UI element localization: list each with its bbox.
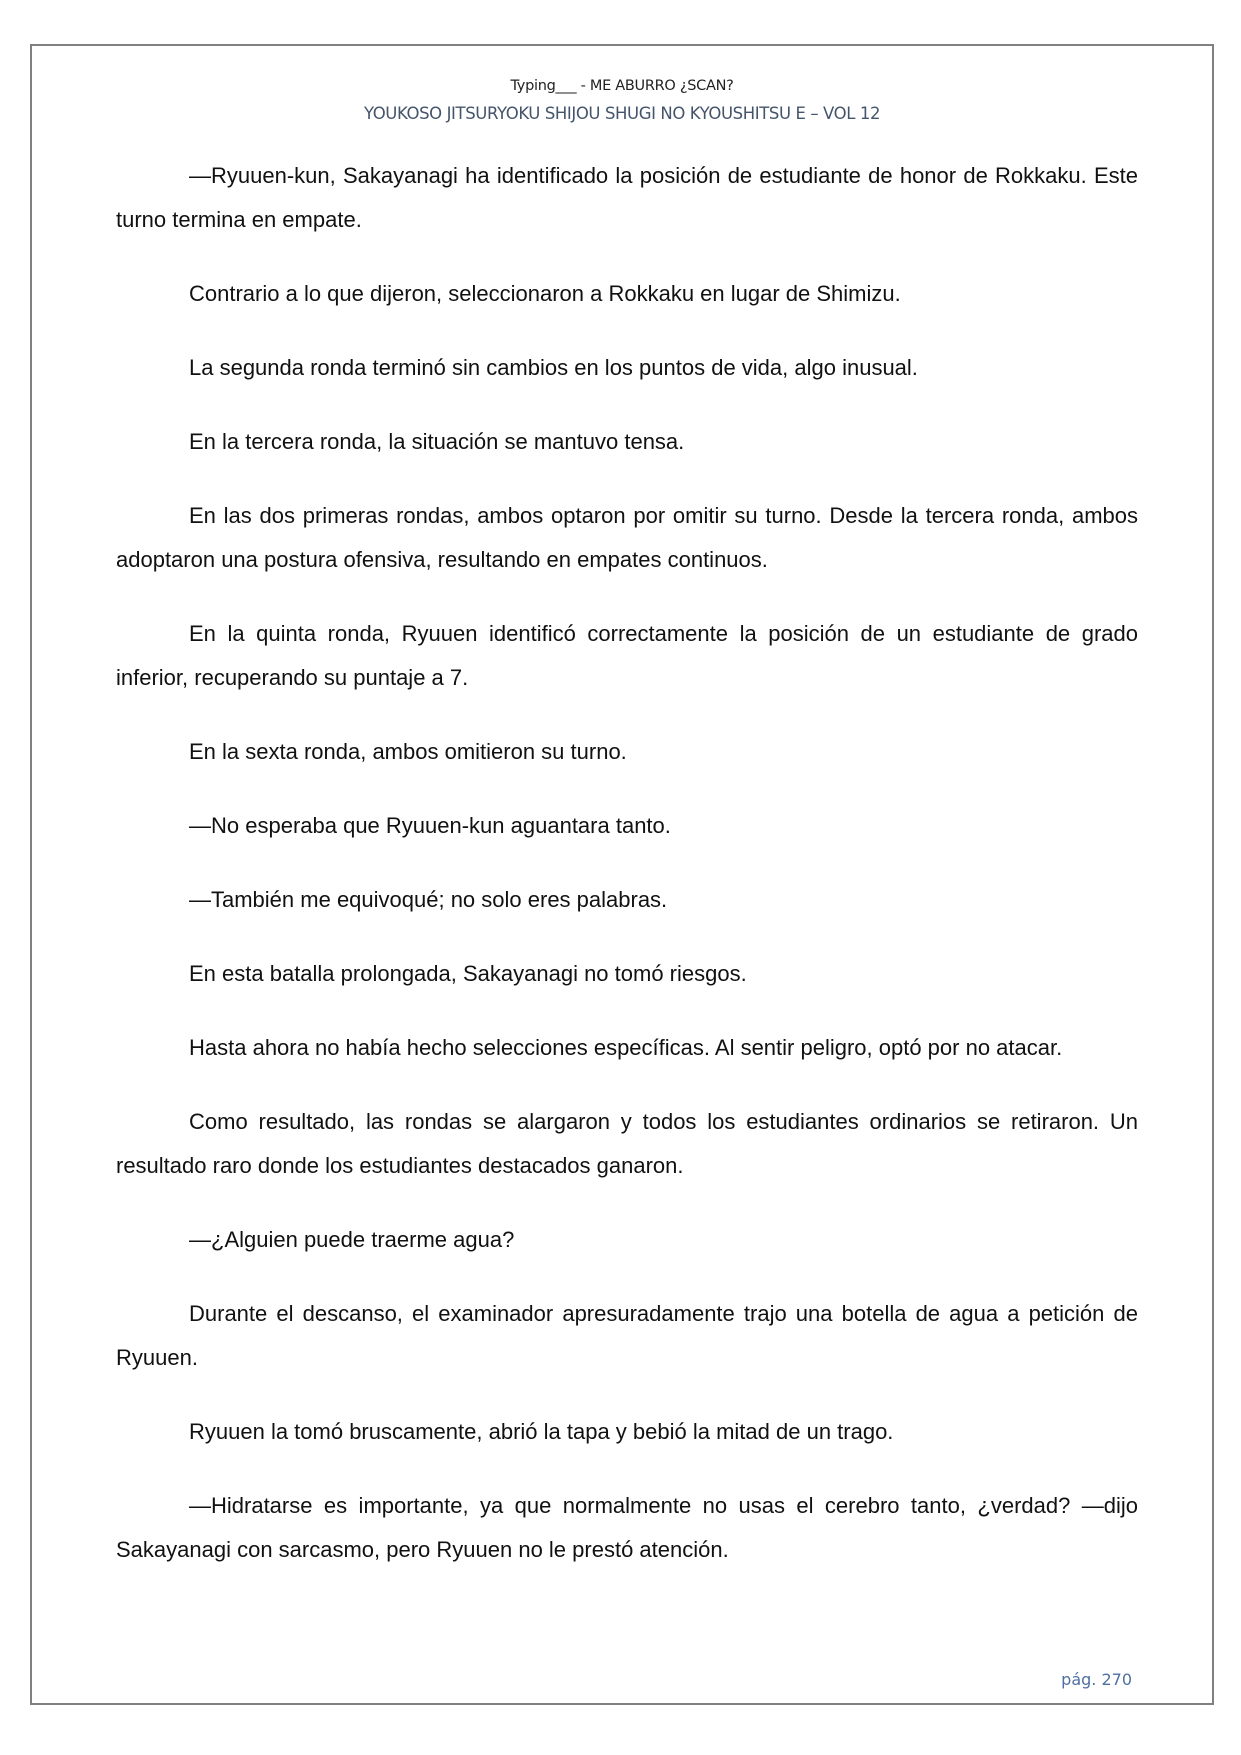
paragraph: En la tercera ronda, la situación se mantuvo tensa. [189,429,685,454]
paragraph: Ryuuen la tomó bruscamente, abrió la tapa y bebió la mitad de un trago. [189,1419,894,1444]
paragraph: En la quinta ronda, Ryuuen identificó correctamente la posición de un estudiante de grado inferior, recuperando su puntaje a 7. [116,621,1138,690]
paragraph: —No esperaba que Ryuuen-kun aguantara tanto. [189,813,671,838]
paragraph: —¿Alguien puede traerme agua? [189,1227,515,1252]
header-scanlator: Typing___ - ME ABURRO ¿SCAN? [510,78,734,94]
paragraph: —Ryuuen-kun, Sakayanagi ha identificado la posición de estudiante de honor de Rokkaku. Este turno termina en empate. [116,163,1138,232]
paragraph: La segunda ronda terminó sin cambios en los puntos de vida, algo inusual. [189,355,918,380]
paragraph: En esta batalla prolongada, Sakayanagi no tomó riesgos. [189,961,747,986]
body-text [116,154,1138,1602]
paragraph: —Hidratarse es importante, ya que normalmente no usas el cerebro tanto, ¿verdad? —dijo Sakayanagi con sarcasmo, pero Ryuuen no le prestó atención. [116,1493,1138,1562]
paragraph: Contrario a lo que dijeron, seleccionaron a Rokkaku en lugar de Shimizu. [189,281,901,306]
paragraph: En las dos primeras rondas, ambos optaron por omitir su turno. Desde la tercera ronda, ambos adoptaron una postura ofensiva, resultando en empates continuos. [116,503,1138,572]
paragraph: Como resultado, las rondas se alargaron y todos los estudiantes ordinarios se retiraron. Un resultado raro donde los estudiantes destacados ganaron. [116,1109,1138,1178]
paragraph: En la sexta ronda, ambos omitieron su turno. [189,739,627,764]
page-number: pág. 270 [1061,1670,1132,1689]
header-title: YOUKOSO JITSURYOKU SHIJOU SHUGI NO KYOUSHITSU E – VOL 12 [363,104,881,123]
paragraph: Hasta ahora no había hecho selecciones específicas. Al sentir peligro, optó por no atacar. [189,1035,1063,1060]
document-page [30,44,1214,1705]
paragraph: —También me equivoqué; no solo eres palabras. [189,887,668,912]
paragraph: Durante el descanso, el examinador apresuradamente trajo una botella de agua a petición de Ryuuen. [116,1301,1138,1370]
